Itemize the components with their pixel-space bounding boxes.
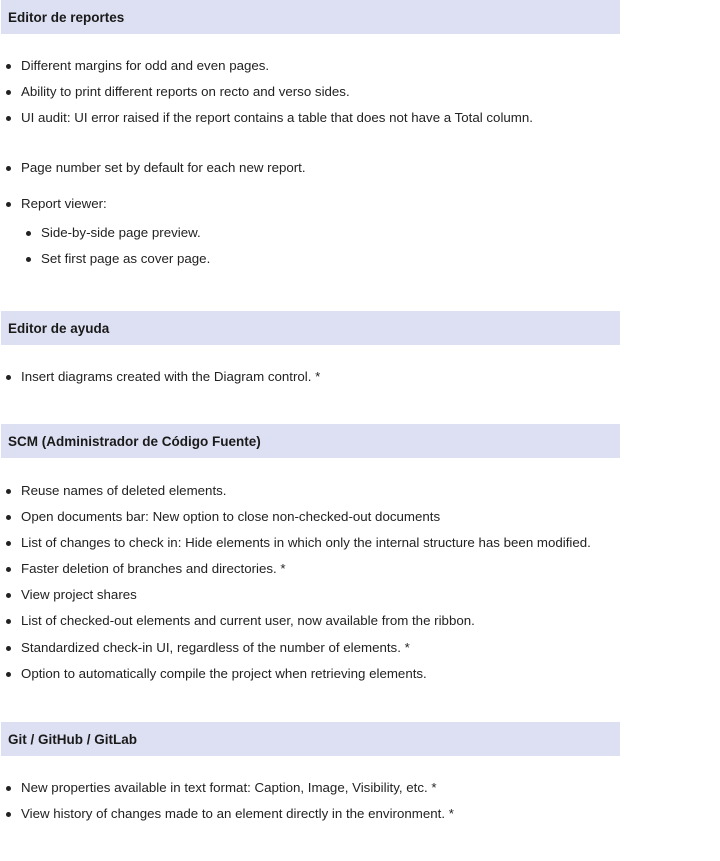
list-item: Option to automatically compile the project when retrieving elements. <box>21 665 427 683</box>
bullet-icon <box>6 646 11 651</box>
bullet-icon <box>6 593 11 598</box>
list-item: Open documents bar: New option to close non-checked-out documents <box>21 508 440 526</box>
list-item: Standardized check-in UI, regardless of the number of elements. * <box>21 639 410 657</box>
section-title: Editor de ayuda <box>8 320 110 336</box>
bullet-icon <box>6 541 11 546</box>
bullet-icon <box>26 257 31 262</box>
list-item: Ability to print different reports on recto and verso sides. <box>21 83 350 101</box>
list-item: Report viewer: <box>21 195 107 213</box>
list-item: Page number set by default for each new report. <box>21 159 306 177</box>
list-item: Different margins for odd and even pages. <box>21 57 269 75</box>
bullet-icon <box>6 619 11 624</box>
sub-list-item: Set first page as cover page. <box>41 250 210 268</box>
bullet-icon <box>26 231 31 236</box>
list-item: List of changes to check in: Hide elements in which only the internal structure has been modified. <box>21 534 591 552</box>
list-item: New properties available in text format: Caption, Image, Visibility, etc. * <box>21 779 437 797</box>
section-header-scm <box>1 424 620 458</box>
section-title: Git / GitHub / GitLab <box>8 731 137 747</box>
bullet-icon <box>6 567 11 572</box>
bullet-icon <box>6 64 11 69</box>
section-header-report-editor <box>1 0 620 34</box>
section-header-help-editor <box>1 311 620 345</box>
bullet-icon <box>6 786 11 791</box>
bullet-icon <box>6 90 11 95</box>
bullet-icon <box>6 375 11 380</box>
bullet-icon <box>6 812 11 817</box>
list-item: List of checked-out elements and current user, now available from the ribbon. <box>21 612 475 630</box>
list-item: View history of changes made to an element directly in the environment. * <box>21 805 454 823</box>
list-item: Reuse names of deleted elements. <box>21 482 227 500</box>
sub-list-item: Side-by-side page preview. <box>41 224 201 242</box>
list-item: View project shares <box>21 586 137 604</box>
section-title: Editor de reportes <box>8 9 125 25</box>
bullet-icon <box>6 166 11 171</box>
bullet-icon <box>6 515 11 520</box>
bullet-icon <box>6 202 11 207</box>
list-item: Faster deletion of branches and directories. * <box>21 560 286 578</box>
bullet-icon <box>6 116 11 121</box>
section-title: SCM (Administrador de Código Fuente) <box>8 433 261 449</box>
bullet-icon <box>6 489 11 494</box>
list-item: UI audit: UI error raised if the report contains a table that does not have a Total column. <box>21 109 533 127</box>
bullet-icon <box>6 672 11 677</box>
list-item: Insert diagrams created with the Diagram control. * <box>21 368 320 386</box>
section-header-git <box>1 722 620 756</box>
